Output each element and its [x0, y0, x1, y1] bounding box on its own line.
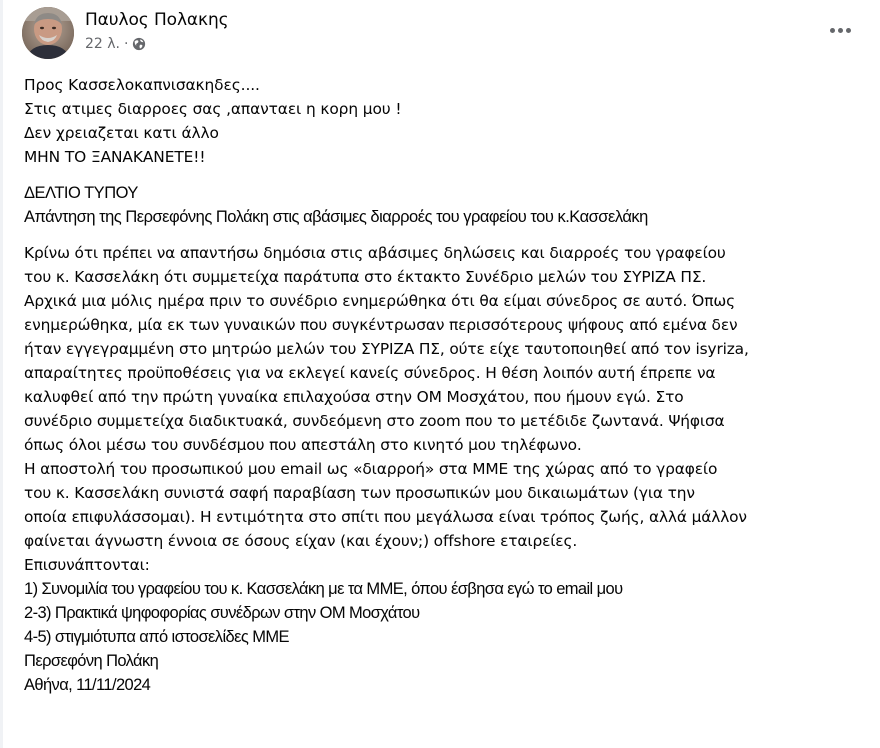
attachment-item: 4-5) στιγμιότυπα από ιστοσελίδες ΜΜΕ	[24, 628, 289, 646]
globe-icon[interactable]	[132, 37, 146, 51]
signature-date: Αθήνα, 11/11/2024	[24, 676, 151, 694]
avatar-photo-icon	[22, 7, 74, 59]
text-line: όπως όλοι μέσω του συνδέσμου που απεστάλη στο κινητό μου τηλέφωνο.	[24, 436, 582, 454]
post-timestamp[interactable]: 22 λ.	[85, 35, 120, 52]
more-options-icon-dot	[830, 28, 835, 33]
text-line: ήταν εγγεγραμμένη στο μητρώο μελών του ΣΥΡΙΖΑ ΠΣ, ούτε είχε ταυτοποιηθεί από τον isyriza,	[24, 340, 749, 358]
more-options-icon-dot	[846, 28, 851, 33]
author-avatar[interactable]	[22, 7, 74, 59]
text-line: Κρίνω ότι πρέπει να απαντήσω δημόσια στις αβάσιμες δηλώσεις και διαρροές του γραφείου	[24, 244, 726, 262]
text-line: συνέδριο συμμετείχα διαδικτυακά, συνδεόμενη στο zoom που το μετέδιδε ζωντανά. Ψήφισα	[24, 412, 725, 430]
attachments-list	[24, 577, 864, 697]
text-line: Η αποστολή του προσωπικού μου email ως «διαρροή» στα ΜΜΕ της χώρας από το γραφείο	[24, 460, 718, 478]
attachments-label: Επισυνάπτονται:	[24, 556, 150, 574]
separator-dot: ·	[124, 35, 129, 52]
more-options-button[interactable]	[822, 18, 858, 42]
press-release-heading	[24, 181, 864, 229]
attachment-item: 1) Συνομιλία του γραφείου του κ. Κασσελάκη με τα ΜΜΕ, όπου έσβησα εγώ το email μου	[24, 580, 623, 598]
text-line: Δεν χρειαζεται κατι άλλο	[24, 124, 219, 142]
text-line: του κ. Κασσελάκη συνιστά σαφή παραβίαση των προσωπικών μου δικαιωμάτων (για την	[24, 484, 695, 502]
text-line: καλυφθεί από την πρώτη γυναίκα επιλαχούσα στην ΟΜ Μοσχάτου, που ήμουν εγώ. Στο	[24, 388, 684, 406]
text-line: Προς Κασσελοκαπνισακηδες....	[24, 76, 260, 94]
text-line: φαίνεται άγνωστη έννοια σε όσους είχαν (και έχουν;) offshore εταιρείες.	[24, 532, 578, 550]
text-line: ενημερώθηκα, μία εκ των γυναικών που συγκέντρωσαν περισσότερους ψήφους από εμένα δεν	[24, 316, 738, 334]
post-intro	[24, 73, 864, 169]
post-body	[24, 73, 864, 697]
press-release-label: ΔΕΛΤΙΟ ΤΥΠΟΥ	[24, 184, 138, 202]
post-subline	[85, 34, 229, 54]
author-name[interactable]: Παυλος Πολακης	[85, 9, 229, 30]
post-header	[22, 7, 229, 59]
text-line: Αρχικά μια μόλις ημέρα πριν το συνέδριο ενημερώθηκα ότι θα είμαι σύνεδρος σε αυτό. Όπως	[24, 292, 735, 310]
more-options-icon-dot	[838, 28, 843, 33]
text-line: του κ. Κασσελάκη ότι συμμετείχα παράτυπα στο έκτακτο Συνέδριο μελών του ΣΥΡΙΖΑ ΠΣ.	[24, 268, 707, 286]
press-release-title: Απάντηση της Περσεφόνης Πολάκη στις αβάσιμες διαρροές του γραφείου του κ.Κασσελάκη	[24, 208, 648, 226]
attachment-item: 2-3) Πρακτικά ψηφοφορίας συνέδρων στην ΟΜ Μοσχάτου	[24, 604, 420, 622]
post-meta	[85, 9, 229, 54]
press-release-body	[24, 241, 864, 577]
text-line: απαραίτητες προϋποθέσεις για να εκλεγεί κανείς σύνεδρος. Η θέση λοιπόν αυτή έπρεπε να	[24, 364, 716, 382]
text-line: οποία επιφυλάσσομαι). Η εντιμότητα στο σπίτι που μεγάλωσα είναι τρόπος ζωής, αλλά μάλλον	[24, 508, 747, 526]
signature-name: Περσεφόνη Πολάκη	[24, 652, 159, 670]
text-line: ΜΗΝ ΤΟ ΞΑΝΑΚΑΝΕΤΕ!!	[24, 148, 206, 166]
text-line: Στις ατιμες διαρροες σας ,απανταει η κορη μου !	[24, 100, 402, 118]
